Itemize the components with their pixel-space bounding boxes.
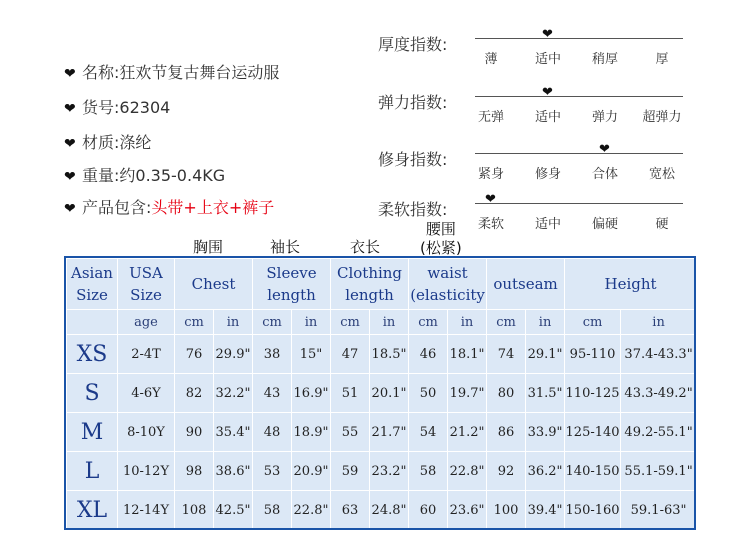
table-cell: 43.3-49.2" [621,374,697,413]
unit-cell: cm [175,310,214,335]
index-option: 适中 [534,52,562,67]
index-option: 合体 [591,167,619,182]
size-label-cell: XS [67,335,118,374]
table-cell: 39.4" [526,491,565,530]
table-cell: 49.2-55.1" [621,413,697,452]
table-cell: 48 [253,413,292,452]
unit-cell: cm [331,310,370,335]
index-marker-heart-icon: ❤ [542,85,553,100]
table-cell: 20.1" [370,374,409,413]
table-cell: 18.9" [292,413,331,452]
table-cell: 76 [175,335,214,374]
table-cell: 47 [331,335,370,374]
table-cell: 60 [409,491,448,530]
length-cn-header: 衣长 [350,238,381,256]
table-cell: 150-160 [565,491,621,530]
heart-icon: ❤ [64,101,76,117]
table-cell: 29.1" [526,335,565,374]
table-cell: 43 [253,374,292,413]
table-cell: 50 [409,374,448,413]
index-scale-line [475,38,683,39]
table-cell: 23.2" [370,452,409,491]
table-cell: 82 [175,374,214,413]
index-marker-heart-icon: ❤ [599,142,610,157]
table-row [67,335,697,374]
product-sku-value: 62304 [119,98,171,117]
table-cell: 90 [175,413,214,452]
table-cell: 98 [175,452,214,491]
table-cell: 12-14Y [118,491,175,530]
table-cell: 10-12Y [118,452,175,491]
table-cell: 33.9" [526,413,565,452]
table-cell: 100 [487,491,526,530]
height-header: Height [565,259,697,310]
table-cell: 18.1" [448,335,487,374]
size-label-cell: M [67,413,118,452]
index-scale-line [475,96,683,97]
table-cell: 58 [253,491,292,530]
unit-cell: cm [565,310,621,335]
table-cell: 125-140 [565,413,621,452]
heart-icon: ❤ [64,136,76,152]
index-scale-line [475,153,683,154]
size-chart-header-row [67,259,697,310]
index-option: 紧身 [477,167,505,182]
elasticity-index-label: 弹力指数: [378,93,448,112]
heart-icon: ❤ [64,201,76,217]
product-name-label: 名称: [82,63,120,82]
product-weight-value: 约0.35-0.4KG [119,166,226,185]
product-name-row [64,60,279,83]
elasticity-index [378,85,708,132]
table-cell: 42.5" [214,491,253,530]
table-cell: 35.4" [214,413,253,452]
waist-cn-header [420,220,462,258]
table-cell: 140-150 [565,452,621,491]
unit-cell: in [214,310,253,335]
table-cell: 16.9" [292,374,331,413]
heart-icon: ❤ [64,66,76,82]
index-option: 厚 [655,52,669,67]
table-cell: 95-110 [565,335,621,374]
usa-size-header: USA Size [118,259,175,310]
table-cell: 36.2" [526,452,565,491]
table-cell: 29.9" [214,335,253,374]
index-option: 宽松 [648,167,676,182]
table-cell: 63 [331,491,370,530]
table-cell: 37.4-43.3" [621,335,697,374]
product-sku-label: 货号: [82,98,120,117]
index-marker-heart-icon: ❤ [485,192,496,207]
index-option: 适中 [534,110,562,125]
table-cell: 53 [253,452,292,491]
index-option: 超弹力 [642,110,682,125]
table-cell: 51 [331,374,370,413]
waist-cn-header-line2: (松紧) [420,239,462,257]
table-cell: 108 [175,491,214,530]
table-cell: 38.6" [214,452,253,491]
size-label-cell: XL [67,491,118,530]
table-cell: 54 [409,413,448,452]
table-cell: 22.8" [292,491,331,530]
table-cell: 58 [409,452,448,491]
thickness-index [378,27,708,74]
unit-cell: in [370,310,409,335]
table-cell: 8-10Y [118,413,175,452]
table-row [67,491,697,530]
table-cell: 110-125 [565,374,621,413]
waist-header: waist (elasticity [409,259,487,310]
table-cell: 86 [487,413,526,452]
size-chart-body [67,335,697,530]
fit-index-label: 修身指数: [378,150,448,169]
table-cell: 31.5" [526,374,565,413]
product-contents-label: 产品包含: [82,198,152,217]
index-option: 稍厚 [591,52,619,67]
table-cell: 22.8" [448,452,487,491]
index-option: 修身 [534,167,562,182]
index-option: 无弹 [477,110,505,125]
asian-size-header: Asian Size [67,259,118,310]
product-material-row [64,130,151,153]
unit-cell: cm [409,310,448,335]
unit-cell: in [526,310,565,335]
index-marker-heart-icon: ❤ [542,27,553,42]
table-row [67,452,697,491]
table-cell: 74 [487,335,526,374]
index-scale-line [475,203,683,204]
sleeve-length-header: Sleeve length [253,259,331,310]
size-chart-unit-row [67,310,697,335]
unit-cell: age [118,310,175,335]
table-cell: 46 [409,335,448,374]
product-contents-value: 头带+上衣+裤子 [151,198,275,217]
table-cell: 21.2" [448,413,487,452]
waist-cn-header-line1: 腰围 [425,220,456,238]
table-cell: 80 [487,374,526,413]
table-cell: 92 [487,452,526,491]
product-name-value: 狂欢节复古舞台运动服 [119,63,280,82]
table-cell: 59.1-63" [621,491,697,530]
product-weight-label: 重量: [82,166,120,185]
table-cell: 23.6" [448,491,487,530]
table-cell: 55 [331,413,370,452]
size-chart-table [66,258,697,530]
heart-icon: ❤ [64,169,76,185]
unit-cell: cm [487,310,526,335]
index-option: 柔软 [477,217,505,232]
table-cell: 4-6Y [118,374,175,413]
table-cell: 2-4T [118,335,175,374]
table-cell: 24.8" [370,491,409,530]
chest-cn-header: 胸围 [193,238,224,256]
thickness-index-label: 厚度指数: [378,35,448,54]
index-option: 硬 [655,217,669,232]
unit-cell: in [448,310,487,335]
table-cell: 20.9" [292,452,331,491]
index-option: 偏硬 [591,217,619,232]
outseam-header: outseam [487,259,565,310]
table-cell: 38 [253,335,292,374]
chest-header: Chest [175,259,253,310]
unit-cell: in [621,310,697,335]
table-cell: 19.7" [448,374,487,413]
table-cell: 21.7" [370,413,409,452]
softness-index-label: 柔软指数: [378,200,448,219]
table-cell: 15" [292,335,331,374]
size-label-cell: S [67,374,118,413]
clothing-length-header: Clothing length [331,259,409,310]
unit-cell: cm [253,310,292,335]
fit-index [378,142,708,189]
table-cell: 55.1-59.1" [621,452,697,491]
unit-cell-empty [67,310,118,335]
table-cell: 18.5" [370,335,409,374]
product-material-label: 材质: [82,133,120,152]
index-option: 适中 [534,217,562,232]
index-option: 薄 [484,52,498,67]
product-weight-row [64,163,225,186]
index-option: 弹力 [591,110,619,125]
unit-cell: in [292,310,331,335]
product-material-value: 涤纶 [119,133,152,152]
table-row [67,413,697,452]
table-cell: 32.2" [214,374,253,413]
product-contents-row [64,195,274,218]
sleeve-cn-header: 袖长 [270,238,301,256]
table-cell: 59 [331,452,370,491]
table-row [67,374,697,413]
product-sku-row [64,95,170,118]
size-label-cell: L [67,452,118,491]
